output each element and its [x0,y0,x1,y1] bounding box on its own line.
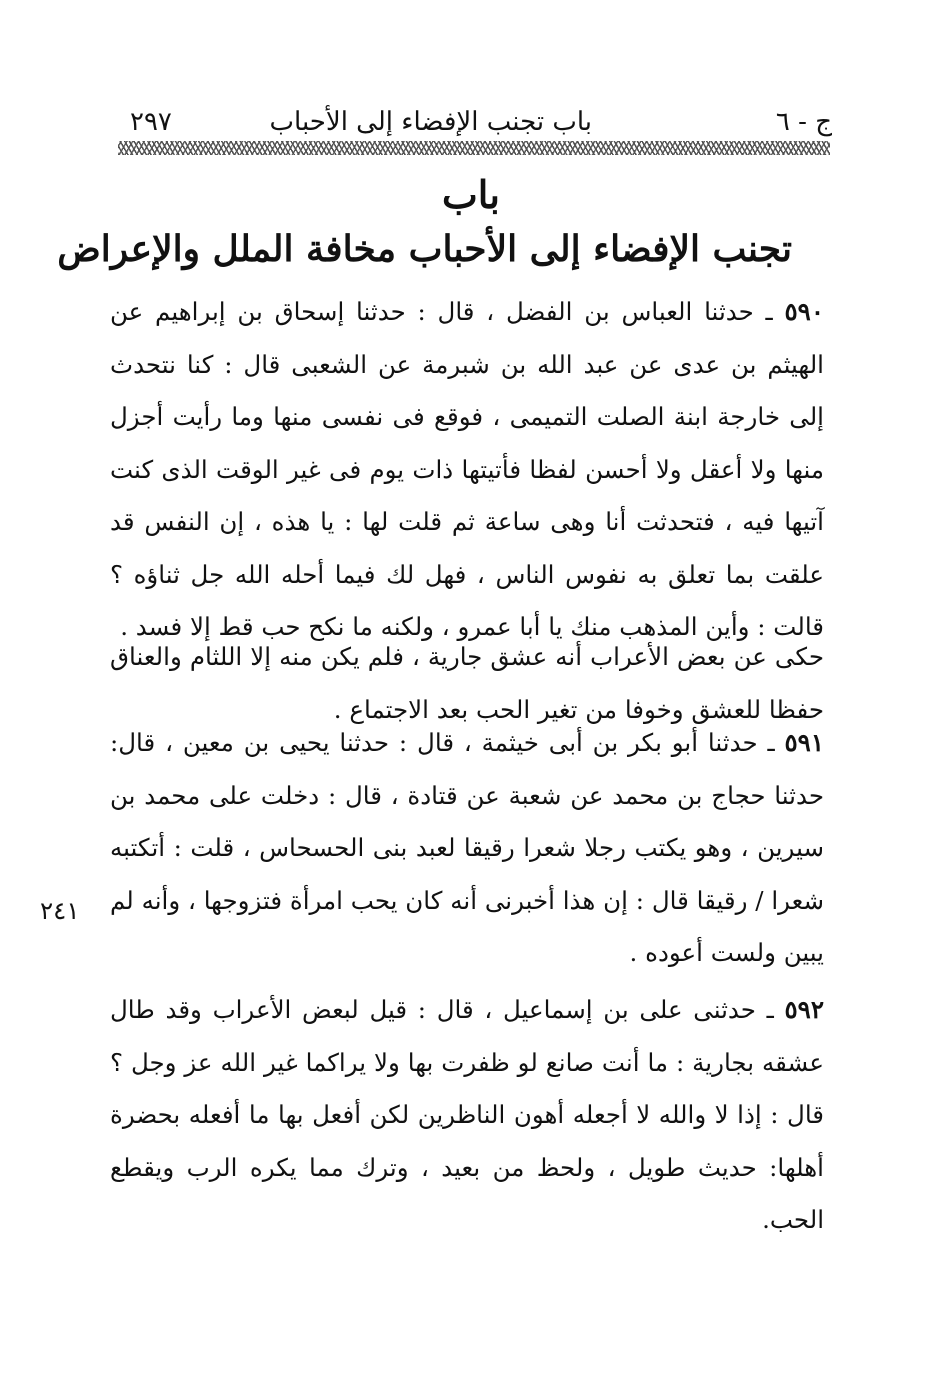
volume-number: ج - ٦ [775,107,832,137]
hadith-number: ٥٩٠ [784,297,824,326]
running-header [118,103,832,143]
header-ornamental-rule [118,141,830,155]
paragraph-text: ـ حدثنا العباس بن الفضل ، قال : حدثنا إسحاق بن إبراهيم عن الهيثم بن عدى عن عبد الله بن شبرمة عن الشعبى قال : كنا نتحدث إلى خارجة ابنة الصلت التميمى ، فوقع فى نفسى منها وما رأيت أجزل منها ولا أعقل ولا أحسن لفظا فأتيتها ذات يوم فى غير الوقت الذى كنت آتيها فيه ، فتحدثت أنا وهى ساعة ثم قلت لها : يا هذه ، إن النفس قد علقت بما تعلق به نفوس الناس ، فهل لك فيما أحله الله جل ثناؤه ؟ قالت : وأين المذهب منك يا أبا عمرو ، ولكنه ما نكح حب قط إلا فسد . [110,297,824,641]
chapter-title: تجنب الإفضاء إلى الأحباب مخافة الملل والإعراض [57,228,792,270]
paragraph-590 [110,286,824,654]
paragraph-592 [110,984,824,1247]
paragraph-591 [110,717,824,980]
hadith-number: ٥٩١ [784,728,824,757]
chapter-label: باب [442,172,500,217]
hadith-number: ٥٩٢ [784,995,824,1024]
margin-folio-note: ٢٤١ [40,896,80,925]
running-title: باب تجنب الإفضاء إلى الأحباب [269,107,592,137]
page-number: ٢٩٧ [130,107,172,137]
paragraph-text: ـ حدثنا أبو بكر بن أبى خيثمة ، قال : حدثنا يحيى بن معين ، قال: حدثنا حجاج بن محمد عن شعبة عن قتادة ، قال : دخلت على محمد بن سيرين ، وهو يكتب رجلا شعرا رقيقا لعبد بنى الحسحاس ، قلت : أتكتبه شعرا / رقيقا قال : إن هذا أخبرنى أنه كان يحب امرأة فتزوجها ، وأنه لم يبين ولست أعوده . [110,728,824,967]
paragraph-text: ـ حدثنى على بن إسماعيل ، قال : قيل لبعض الأعراب وقد طال عشقه بجارية : ما أنت صانع لو ظفرت بها ولا يراكما غير الله عز وجل ؟ قال : إذا لا والله لا أجعله أهون الناظرين لكن أفعل بها ما أفعله بحضرة أهلها: حديث طويل ، ولحظ من بعيد ، وترك مما يكره الرب ويقطع الحب. [110,995,824,1234]
paragraph-text: حكى عن بعض الأعراب أنه عشق جارية ، فلم يكن منه إلا اللثام والعناق حفظا للعشق وخوفا من تغير الحب بعد الاجتماع . [110,642,824,724]
